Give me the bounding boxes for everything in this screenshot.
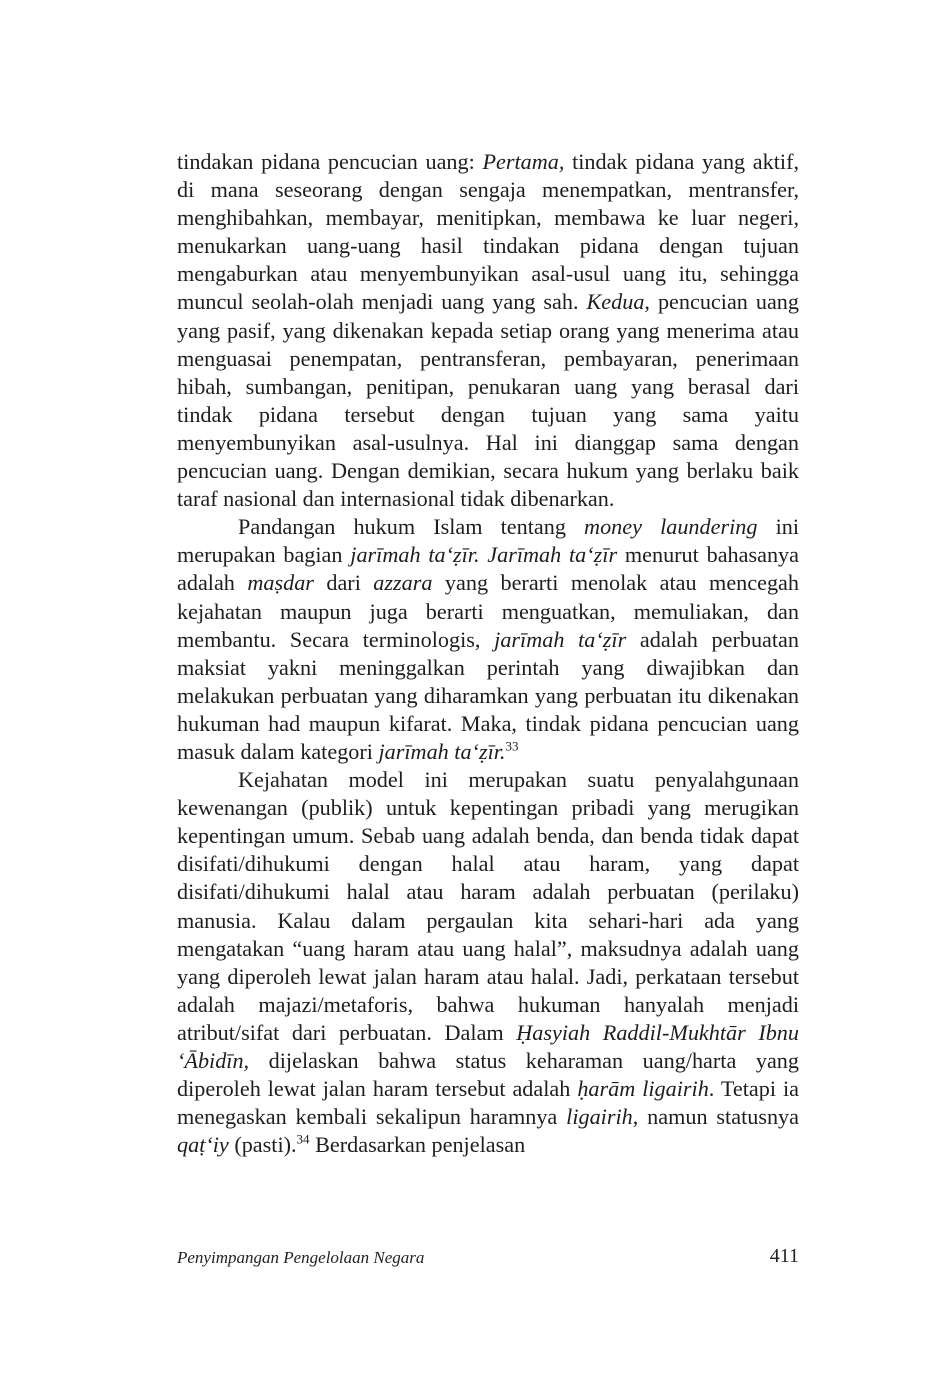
- text-run: Berdasarkan penjelasan: [309, 1132, 526, 1158]
- italic-term: jarīmah ta‘ẓīr.: [350, 542, 480, 568]
- paragraph-2: [177, 513, 799, 766]
- text-run: yang berarti menolak atau mencegah kejahatan maupun juga berarti menguatkan, memuliakan, dan membantu. Secara terminologis,: [177, 570, 799, 652]
- text-run: tindakan pidana pencucian uang:: [177, 149, 483, 174]
- italic-term: Jarīmah ta‘ẓīr: [487, 542, 618, 568]
- text-run: pencucian uang yang pasif, yang dikenakan kepada setiap orang yang menerima atau menguasai penempatan, pentransferan, pembayaran, penerimaan hibah, sumbangan, penitipan, penukaran uang yang berasal dari tindak pidana tersebut dengan tujuan yang sama yaitu menyembunyikan asal-usulnya. Hal ini dianggap sama dengan pencucian uang. Dengan demikian, secara hukum yang berlaku baik taraf nasional dan internasional tidak dibenarkan.: [177, 289, 799, 512]
- text-run: Pandangan hukum Islam tentang: [238, 514, 585, 540]
- italic-term: ḥarām ligairih: [577, 1076, 709, 1102]
- italic-term: jarīmah ta‘ẓīr.: [378, 738, 506, 764]
- text-run: Kejahatan model ini merupakan suatu penyalahgunaan kewenangan (publik) untuk kepentingan pribadi yang merugikan kepentingan umum. Sebab uang adalah benda, dan benda tidak dapat disifati/dihukumi dengan halal atau haram, yang dapat disifati/dihukumi halal atau haram adalah perbuatan (perilaku) manusia. Kalau dalam pergaulan kita sehari-hari ada yang mengatakan “uang haram atau uang halal”, maksudnya adalah uang yang diperoleh lewat jalan haram atau halal. Jadi, perkataan tersebut adalah majazi/metaforis, bahwa hukuman hanyalah menjadi atribut/sifat dari perbuatan. Dalam: [177, 767, 799, 1045]
- page-number: 411: [769, 1245, 799, 1267]
- italic-term: azzara: [373, 570, 433, 596]
- text-run: adalah perbuatan maksiat yakni meninggalkan perintah yang diwajibkan dan melakukan perbuatan yang diharamkan yang perbuatan itu dikenakan hukuman had maupun kifarat. Maka, tindak pidana pencucian uang masuk dalam kategori: [177, 626, 799, 764]
- running-title: Penyimpangan Pengelolaan Negara: [177, 1248, 425, 1267]
- text-run: , namun statusnya: [632, 1104, 799, 1130]
- footnote-reference: 33: [505, 738, 519, 754]
- text-run: dari: [313, 570, 374, 596]
- text-run: ini merupakan bagian: [177, 514, 799, 568]
- italic-term: maṣdar: [247, 570, 314, 596]
- paragraph-1: [177, 148, 799, 513]
- text-run: menurut bahasanya adalah: [177, 542, 799, 596]
- italic-term: Ḥasyiah Raddil-Mukhtār Ibnu ‘Ābidīn,: [177, 1019, 799, 1073]
- text-run: tindak pidana yang aktif, di mana seseorang dengan sengaja menempatkan, mentransfer, menghibahkan, membayar, menitipkan, membawa ke luar negeri, menukarkan uang-uang hasil tindakan pidana dengan tujuan mengaburkan atau menyembunyikan asal-usul uang itu, sehingga muncul seolah-olah menjadi uang yang sah.: [177, 149, 800, 315]
- italic-term: qaṭ‘iy: [177, 1132, 229, 1158]
- italic-term: Kedua,: [586, 289, 650, 315]
- italic-term: money laundering: [584, 514, 758, 540]
- text-run: dijelaskan bahwa status keharaman uang/harta yang diperoleh lewat jalan haram tersebut adalah: [177, 1048, 799, 1102]
- text-run: . Tetapi ia menegaskan kembali sekalipun haramnya: [177, 1076, 800, 1130]
- italic-term: Pertama,: [482, 149, 565, 174]
- footnote-reference: 34: [296, 1131, 310, 1147]
- italic-term: jarīmah ta‘ẓīr: [494, 626, 627, 652]
- page-footer: [177, 1244, 799, 1274]
- text-run: (pasti).: [228, 1132, 297, 1158]
- paragraph-3: [177, 766, 799, 1159]
- body-text: [177, 148, 799, 1159]
- italic-term: ligairih: [566, 1104, 633, 1130]
